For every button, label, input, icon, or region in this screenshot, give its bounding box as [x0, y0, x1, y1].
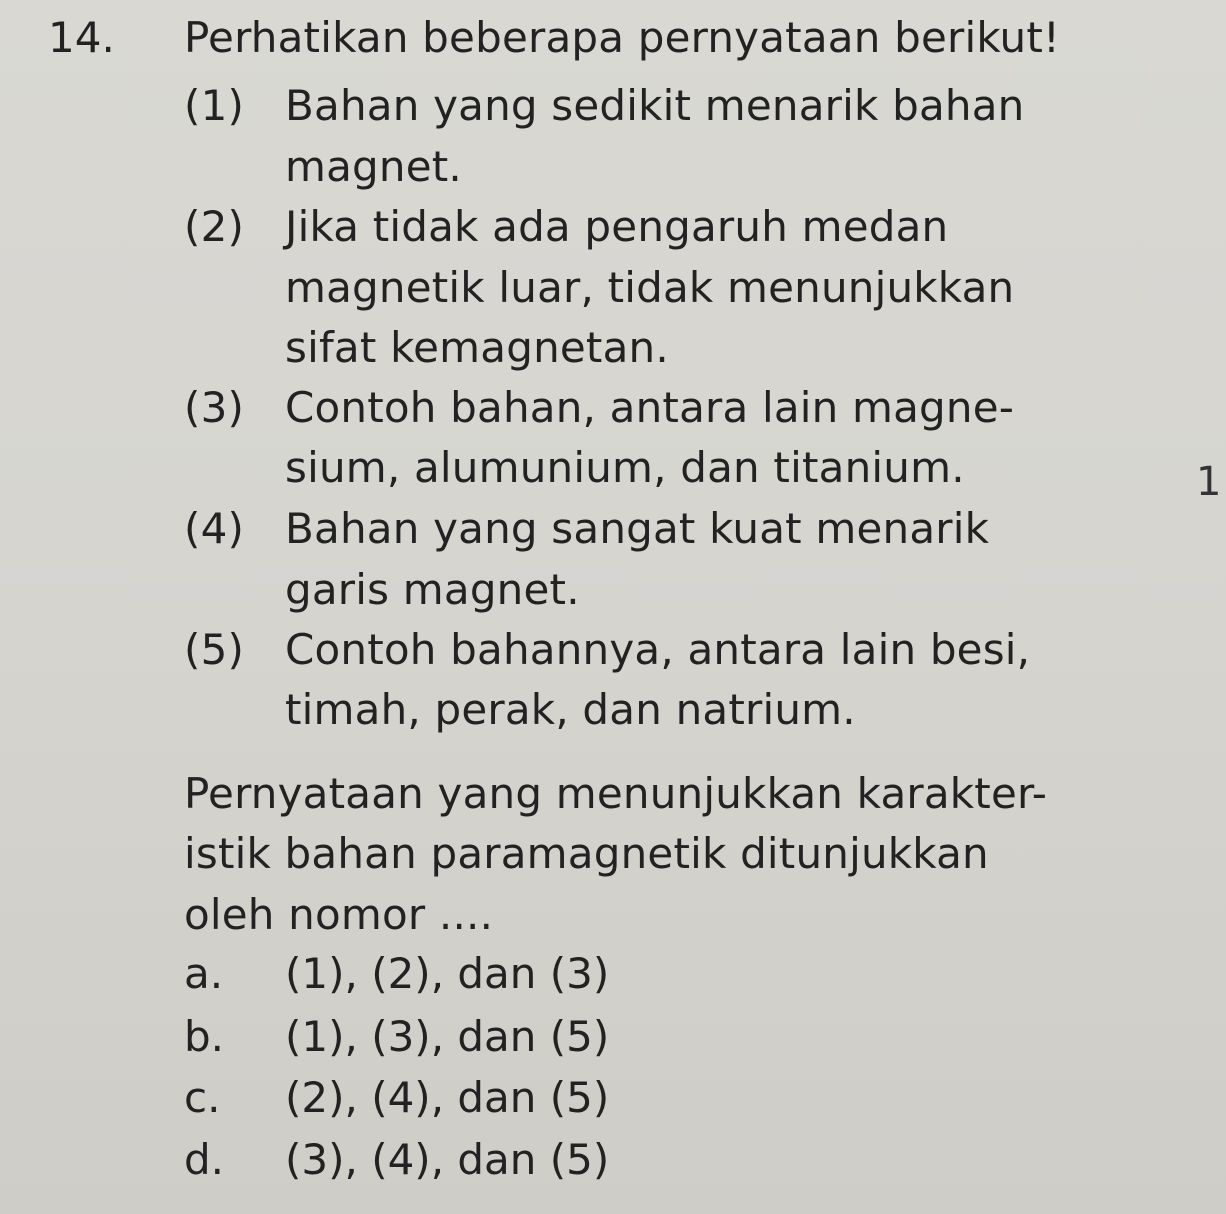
statement-1-number: (1)	[184, 81, 245, 130]
statement-2-line-3: sifat kemagnetan.	[285, 323, 669, 372]
statement-2-number: (2)	[184, 202, 245, 251]
stem-line-2: istik bahan paramagnetik ditunjukkan	[184, 829, 989, 878]
statement-5-number: (5)	[184, 625, 245, 674]
statement-5-line-1: Contoh bahannya, antara lain besi,	[285, 625, 1031, 674]
option-d-label: d.	[184, 1135, 225, 1184]
option-a-label: a.	[184, 949, 224, 998]
statement-3-number: (3)	[184, 383, 245, 432]
statement-5-line-2: timah, perak, dan natrium.	[285, 685, 856, 734]
option-b-text: (1), (3), dan (5)	[285, 1012, 610, 1061]
stray-mark: 1	[1196, 459, 1222, 505]
statement-1-line-1: Bahan yang sedikit menarik bahan	[285, 81, 1025, 130]
question-number: 14.	[48, 13, 115, 62]
option-c-label: c.	[184, 1073, 221, 1122]
statement-2-line-2: magnetik luar, tidak menunjukkan	[285, 263, 1015, 312]
statement-4-line-2: garis magnet.	[285, 565, 580, 614]
statement-1-line-2: magnet.	[285, 142, 462, 191]
statement-4-number: (4)	[184, 504, 245, 553]
option-c-text: (2), (4), dan (5)	[285, 1073, 610, 1122]
statement-3-line-2: sium, alumunium, dan titanium.	[285, 443, 965, 492]
question-prompt: Perhatikan beberapa pernyataan berikut!	[184, 13, 1061, 62]
statement-3-line-1: Contoh bahan, antara lain magne-	[285, 383, 1015, 432]
option-b-label: b.	[184, 1012, 225, 1061]
statement-2-line-1: Jika tidak ada pengaruh medan	[285, 202, 949, 251]
statement-4-line-1: Bahan yang sangat kuat menarik	[285, 504, 990, 553]
stem-line-1: Pernyataan yang menunjukkan karakter-	[184, 769, 1048, 818]
option-a-text: (1), (2), dan (3)	[285, 949, 610, 998]
option-d-text: (3), (4), dan (5)	[285, 1135, 610, 1184]
stem-line-3: oleh nomor ....	[184, 890, 494, 939]
